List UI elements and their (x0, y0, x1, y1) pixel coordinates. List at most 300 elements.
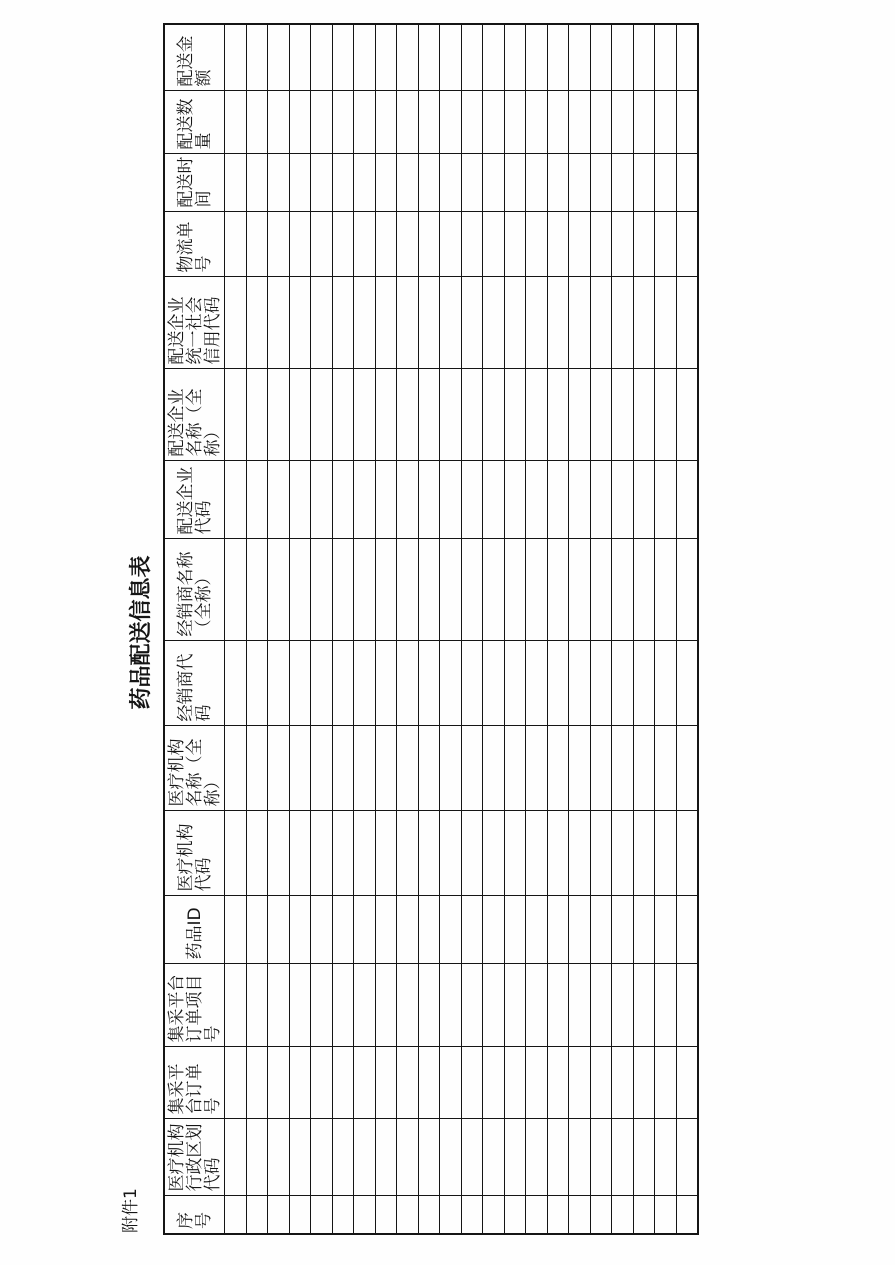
table-cell (504, 539, 526, 641)
column-header-platform-order-no (164, 1047, 225, 1119)
table-cell (354, 896, 376, 964)
table-cell (633, 212, 655, 277)
table-cell (397, 641, 419, 726)
table-cell (483, 896, 505, 964)
table-cell (418, 212, 440, 277)
table-cell (676, 212, 698, 277)
table-cell (268, 369, 290, 461)
table-cell (246, 212, 268, 277)
table-cell (612, 811, 634, 896)
table-cell (526, 154, 548, 212)
table-cell (569, 964, 591, 1047)
table-cell (569, 154, 591, 212)
table-cell (547, 277, 569, 369)
table-cell (225, 1119, 247, 1196)
table-cell (354, 539, 376, 641)
table-cell (483, 277, 505, 369)
column-header-label: 序号 (175, 1212, 214, 1229)
table-cell (418, 726, 440, 811)
table-cell (526, 1196, 548, 1234)
table-cell (354, 964, 376, 1047)
table-row (612, 24, 634, 1234)
table-body (225, 24, 699, 1234)
table-cell (504, 1196, 526, 1234)
table-cell (418, 24, 440, 91)
table-cell (461, 24, 483, 91)
table-cell (268, 539, 290, 641)
table-cell (526, 1047, 548, 1119)
table-cell (440, 896, 462, 964)
column-header-label: 配送时间 (175, 156, 214, 208)
table-cell (311, 1196, 333, 1234)
table-cell (569, 461, 591, 539)
table-cell (547, 641, 569, 726)
table-cell (547, 461, 569, 539)
table-cell (461, 641, 483, 726)
table-cell (612, 726, 634, 811)
table-cell (440, 461, 462, 539)
column-header-distributor-name (164, 539, 225, 641)
table-cell (289, 1119, 311, 1196)
table-cell (504, 24, 526, 91)
table-cell (375, 461, 397, 539)
table-cell (375, 964, 397, 1047)
table-cell (397, 1047, 419, 1119)
table-cell (655, 1047, 677, 1119)
table-cell (332, 896, 354, 964)
table-cell (526, 24, 548, 91)
table-cell (225, 1047, 247, 1119)
table-row (440, 24, 462, 1234)
table-cell (655, 726, 677, 811)
table-cell (504, 212, 526, 277)
table-cell (461, 212, 483, 277)
table-cell (504, 726, 526, 811)
table-cell (418, 461, 440, 539)
table-cell (311, 154, 333, 212)
table-cell (418, 539, 440, 641)
table-cell (655, 539, 677, 641)
table-cell (676, 641, 698, 726)
table-cell (655, 896, 677, 964)
table-cell (633, 641, 655, 726)
table-cell (590, 1047, 612, 1119)
table-cell (289, 212, 311, 277)
table-cell (418, 1196, 440, 1234)
table-row (590, 24, 612, 1234)
table-cell (676, 811, 698, 896)
column-header-delivery-time (164, 154, 225, 212)
table-cell (633, 1119, 655, 1196)
table-cell (375, 641, 397, 726)
table-cell (483, 461, 505, 539)
column-header-label: 医疗机构代码 (175, 823, 214, 892)
table-cell (354, 1119, 376, 1196)
table-cell (483, 641, 505, 726)
table-cell (225, 964, 247, 1047)
table-cell (569, 641, 591, 726)
table-cell (483, 369, 505, 461)
table-cell (311, 277, 333, 369)
table-cell (375, 24, 397, 91)
table-cell (547, 726, 569, 811)
table-cell (569, 212, 591, 277)
table-cell (612, 539, 634, 641)
table-cell (354, 1047, 376, 1119)
column-header-delivery-company-code (164, 461, 225, 539)
table-cell (504, 369, 526, 461)
table-cell (569, 277, 591, 369)
table-cell (440, 154, 462, 212)
table-cell (440, 1119, 462, 1196)
table-cell (504, 964, 526, 1047)
table-cell (633, 539, 655, 641)
attachment-label: 附件1 (121, 1188, 141, 1233)
table-cell (354, 811, 376, 896)
table-cell (655, 964, 677, 1047)
table-cell (332, 277, 354, 369)
table-row (246, 24, 268, 1234)
table-cell (461, 896, 483, 964)
table-cell (676, 896, 698, 964)
table-cell (397, 1119, 419, 1196)
table-row (225, 24, 247, 1234)
column-header-serial-no (164, 1196, 225, 1234)
table-cell (311, 539, 333, 641)
table-cell (289, 1047, 311, 1119)
table-cell (590, 369, 612, 461)
column-header-delivery-quantity (164, 91, 225, 154)
table-cell (246, 369, 268, 461)
table-cell (397, 1196, 419, 1234)
table-cell (268, 1196, 290, 1234)
column-header-delivery-company-name (164, 369, 225, 461)
table-cell (418, 277, 440, 369)
table-cell (332, 811, 354, 896)
table-cell (633, 461, 655, 539)
table-cell (246, 1119, 268, 1196)
table-cell (655, 91, 677, 154)
table-cell (612, 641, 634, 726)
table-cell (289, 461, 311, 539)
table-cell (504, 1047, 526, 1119)
table-cell (461, 1047, 483, 1119)
document-title: 药品配送信息表 (128, 555, 154, 710)
table-cell (311, 896, 333, 964)
table-cell (526, 726, 548, 811)
column-header-institution-name (164, 726, 225, 811)
table-cell (483, 154, 505, 212)
table-cell (483, 1047, 505, 1119)
table-cell (461, 539, 483, 641)
table-cell (569, 1119, 591, 1196)
table-cell (504, 154, 526, 212)
table-cell (633, 154, 655, 212)
table-cell (547, 811, 569, 896)
table-cell (375, 1119, 397, 1196)
table-cell (676, 1119, 698, 1196)
table-cell (461, 1196, 483, 1234)
table-cell (633, 964, 655, 1047)
table-row (526, 24, 548, 1234)
table-cell (225, 212, 247, 277)
table-cell (612, 154, 634, 212)
table-cell (268, 212, 290, 277)
table-cell (612, 461, 634, 539)
table-cell (354, 212, 376, 277)
table-cell (461, 811, 483, 896)
table-cell (289, 154, 311, 212)
table-cell (590, 964, 612, 1047)
table-cell (418, 811, 440, 896)
table-cell (655, 1119, 677, 1196)
table-cell (332, 91, 354, 154)
table-cell (590, 896, 612, 964)
table-cell (590, 726, 612, 811)
table-cell (440, 277, 462, 369)
table-cell (375, 1196, 397, 1234)
table-cell (440, 964, 462, 1047)
column-header-label: 经销商代码 (175, 653, 214, 722)
table-cell (440, 212, 462, 277)
table-cell (526, 277, 548, 369)
table-cell (655, 277, 677, 369)
table-cell (612, 1196, 634, 1234)
table-cell (655, 1196, 677, 1234)
column-header-label: 配送数量 (175, 98, 214, 150)
table-cell (590, 539, 612, 641)
table-cell (268, 154, 290, 212)
table-cell (268, 24, 290, 91)
column-header-institution-code (164, 811, 225, 896)
table-cell (440, 1047, 462, 1119)
table-cell (633, 1047, 655, 1119)
table-cell (418, 1119, 440, 1196)
table-cell (225, 277, 247, 369)
table-cell (246, 1047, 268, 1119)
table-cell (590, 91, 612, 154)
table-cell (268, 461, 290, 539)
table-cell (375, 369, 397, 461)
column-header-platform-order-item-no (164, 964, 225, 1047)
table-cell (569, 369, 591, 461)
table-cell (418, 91, 440, 154)
table-cell (526, 212, 548, 277)
table-cell (354, 154, 376, 212)
table-cell (332, 1047, 354, 1119)
table-cell (332, 726, 354, 811)
table-cell (440, 811, 462, 896)
table-cell (246, 896, 268, 964)
table-cell (612, 896, 634, 964)
table-cell (268, 964, 290, 1047)
table-cell (311, 91, 333, 154)
table-cell (633, 369, 655, 461)
table-cell (676, 461, 698, 539)
table-cell (246, 811, 268, 896)
table-cell (332, 641, 354, 726)
table-cell (547, 369, 569, 461)
table-cell (483, 24, 505, 91)
table-cell (547, 964, 569, 1047)
table-cell (311, 1119, 333, 1196)
column-header-delivery-amount (164, 24, 225, 91)
table-cell (397, 461, 419, 539)
table-cell (246, 91, 268, 154)
table-cell (289, 277, 311, 369)
table-row (268, 24, 290, 1234)
table-cell (397, 154, 419, 212)
table-cell (461, 726, 483, 811)
table-cell (354, 461, 376, 539)
column-header-label: 集采平台订单项目号 (166, 974, 223, 1043)
table-cell (225, 369, 247, 461)
table-cell (590, 154, 612, 212)
table-cell (289, 369, 311, 461)
table-cell (289, 811, 311, 896)
table-cell (483, 811, 505, 896)
table-cell (526, 811, 548, 896)
table-cell (483, 964, 505, 1047)
table-cell (676, 91, 698, 154)
table-cell (612, 91, 634, 154)
table-cell (397, 369, 419, 461)
table-cell (504, 461, 526, 539)
table-row (397, 24, 419, 1234)
table-cell (246, 726, 268, 811)
table-cell (440, 1196, 462, 1234)
table-cell (225, 811, 247, 896)
table-cell (612, 24, 634, 91)
table-cell (547, 91, 569, 154)
table-row (655, 24, 677, 1234)
table-cell (547, 539, 569, 641)
table-cell (289, 964, 311, 1047)
table-cell (268, 1047, 290, 1119)
table-cell (461, 91, 483, 154)
table-cell (569, 896, 591, 964)
table-cell (612, 369, 634, 461)
table-cell (483, 726, 505, 811)
table-cell (268, 811, 290, 896)
table-header-row (164, 24, 225, 1234)
table-row (354, 24, 376, 1234)
table-cell (655, 369, 677, 461)
table-cell (354, 277, 376, 369)
table-cell (354, 726, 376, 811)
table-cell (397, 24, 419, 91)
table-cell (268, 641, 290, 726)
table-cell (289, 539, 311, 641)
table-cell (547, 896, 569, 964)
table-cell (547, 212, 569, 277)
table-cell (569, 539, 591, 641)
table-cell (526, 964, 548, 1047)
table-cell (311, 964, 333, 1047)
column-header-label: 配送金额 (175, 35, 214, 87)
table-cell (289, 1196, 311, 1234)
table-cell (440, 91, 462, 154)
table-cell (332, 1119, 354, 1196)
table-cell (332, 24, 354, 91)
table-cell (375, 539, 397, 641)
table-cell (483, 1196, 505, 1234)
table-cell (461, 154, 483, 212)
table-cell (354, 369, 376, 461)
table-cell (375, 91, 397, 154)
table-cell (246, 539, 268, 641)
table-cell (418, 641, 440, 726)
table-cell (504, 896, 526, 964)
table-cell (246, 641, 268, 726)
table-cell (590, 461, 612, 539)
table-cell (526, 461, 548, 539)
table-cell (590, 811, 612, 896)
table-cell (633, 726, 655, 811)
table-row (504, 24, 526, 1234)
table-cell (418, 154, 440, 212)
table-cell (225, 154, 247, 212)
table-cell (633, 277, 655, 369)
table-cell (225, 461, 247, 539)
table-cell (633, 811, 655, 896)
table-cell (633, 91, 655, 154)
table-cell (483, 1119, 505, 1196)
table-cell (289, 726, 311, 811)
table-row (289, 24, 311, 1234)
column-header-label: 医疗机构名称（全称） (166, 738, 223, 807)
table-cell (590, 277, 612, 369)
table-cell (440, 369, 462, 461)
table-row (418, 24, 440, 1234)
table-cell (289, 641, 311, 726)
table-cell (676, 964, 698, 1047)
table-cell (483, 212, 505, 277)
table-cell (569, 811, 591, 896)
table-cell (332, 964, 354, 1047)
table-cell (225, 641, 247, 726)
table-cell (569, 1047, 591, 1119)
column-header-delivery-company-credit-code (164, 277, 225, 369)
table-cell (483, 91, 505, 154)
table-cell (397, 896, 419, 964)
table-cell (375, 277, 397, 369)
table-cell (461, 369, 483, 461)
table-cell (246, 24, 268, 91)
table-cell (225, 1196, 247, 1234)
table-cell (268, 1119, 290, 1196)
table-cell (268, 91, 290, 154)
table-cell (332, 1196, 354, 1234)
column-header-label: 配送企业名称（全称） (166, 388, 223, 457)
table-cell (569, 91, 591, 154)
table-cell (461, 461, 483, 539)
table-cell (225, 726, 247, 811)
table-row (375, 24, 397, 1234)
column-header-label: 医疗机构行政区划代码 (166, 1123, 223, 1192)
table-cell (547, 1047, 569, 1119)
table-cell (504, 1119, 526, 1196)
table-cell (225, 896, 247, 964)
table-cell (246, 1196, 268, 1234)
table-cell (440, 641, 462, 726)
table-cell (375, 896, 397, 964)
table-cell (440, 726, 462, 811)
table-cell (569, 1196, 591, 1234)
table-cell (397, 539, 419, 641)
table-cell (332, 461, 354, 539)
table-cell (504, 811, 526, 896)
